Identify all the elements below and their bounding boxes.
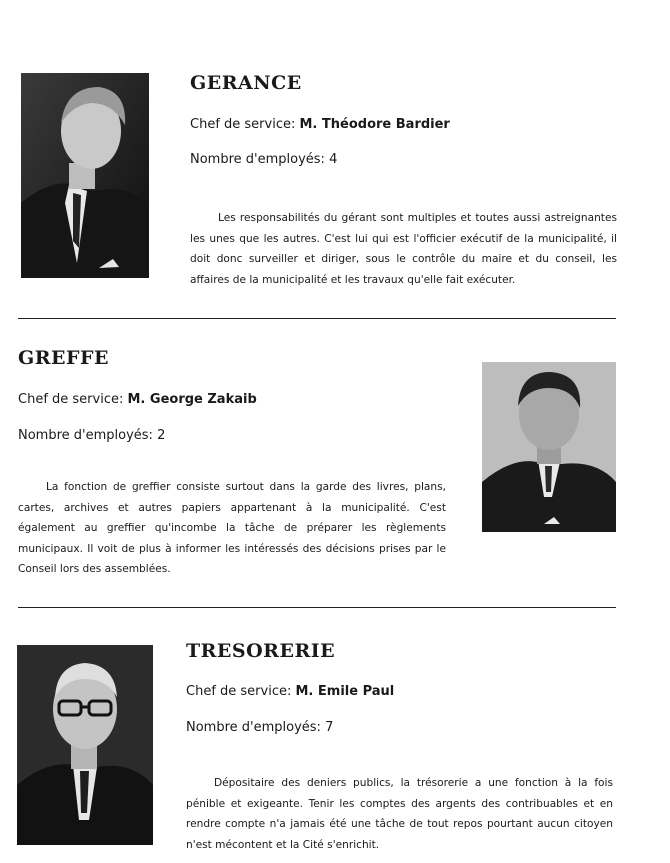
employees-label: Nombre d'employés: <box>186 720 321 735</box>
portrait-photo-gerance <box>21 73 149 278</box>
chief-name: M. George Zakaib <box>127 392 257 407</box>
chief-line-gerance <box>190 117 450 132</box>
description-gerance: Les responsabilités du gérant sont multiples et toutes aussi astreignantes les unes que les autres. C'est lui qui est l'officier exécutif de la municipalité, il doit donc surveiller et diriger, sous le contrôle du maire et du conseil, les affaires de la municipalité et les travaux qu'elle fait exécuter. <box>190 212 617 286</box>
chief-label: Chef de service: <box>18 392 124 407</box>
section-divider <box>18 607 616 608</box>
section-heading-greffe: GREFFE <box>18 347 109 369</box>
employees-label: Nombre d'employés: <box>18 428 153 443</box>
employees-line-gerance <box>190 152 337 167</box>
chief-label: Chef de service: <box>190 117 296 132</box>
portrait-photo-tresorerie <box>17 645 153 845</box>
chief-name: M. Emile Paul <box>295 684 395 699</box>
chief-name: M. Théodore Bardier <box>299 117 450 132</box>
employees-count: 7 <box>325 720 334 735</box>
chief-line-greffe <box>18 392 257 407</box>
section-divider <box>18 318 616 319</box>
employees-count: 2 <box>157 428 166 443</box>
description-tresorerie: Dépositaire des deniers publics, la trésorerie a une fonction à la fois pénible et exigeante. Tenir les comptes des argents des contribuables et en rendre compte n'a jamais été une tâche de tout repos pourtant aucun citoyen n'est mécontent et la Cité s'enrichit. <box>186 777 613 851</box>
portrait-photo-greffe <box>482 362 616 532</box>
chief-line-tresorerie <box>186 684 394 699</box>
section-heading-gerance: GERANCE <box>190 72 302 94</box>
chief-label: Chef de service: <box>186 684 292 699</box>
employees-line-tresorerie <box>186 720 333 735</box>
description-greffe: La fonction de greffier consiste surtout dans la garde des livres, plans, cartes, archives et autres papiers appartenant à la municipalité. C'est également au greffier qu'incombe la tâche de préparer les règlements municipaux. Il voit de plus à informer les intéressés des décisions prises par le Conseil lors des assemblées. <box>18 481 446 575</box>
employees-count: 4 <box>329 152 338 167</box>
employees-label: Nombre d'employés: <box>190 152 325 167</box>
section-heading-tresorerie: TRESORERIE <box>186 640 336 662</box>
employees-line-greffe <box>18 428 165 443</box>
